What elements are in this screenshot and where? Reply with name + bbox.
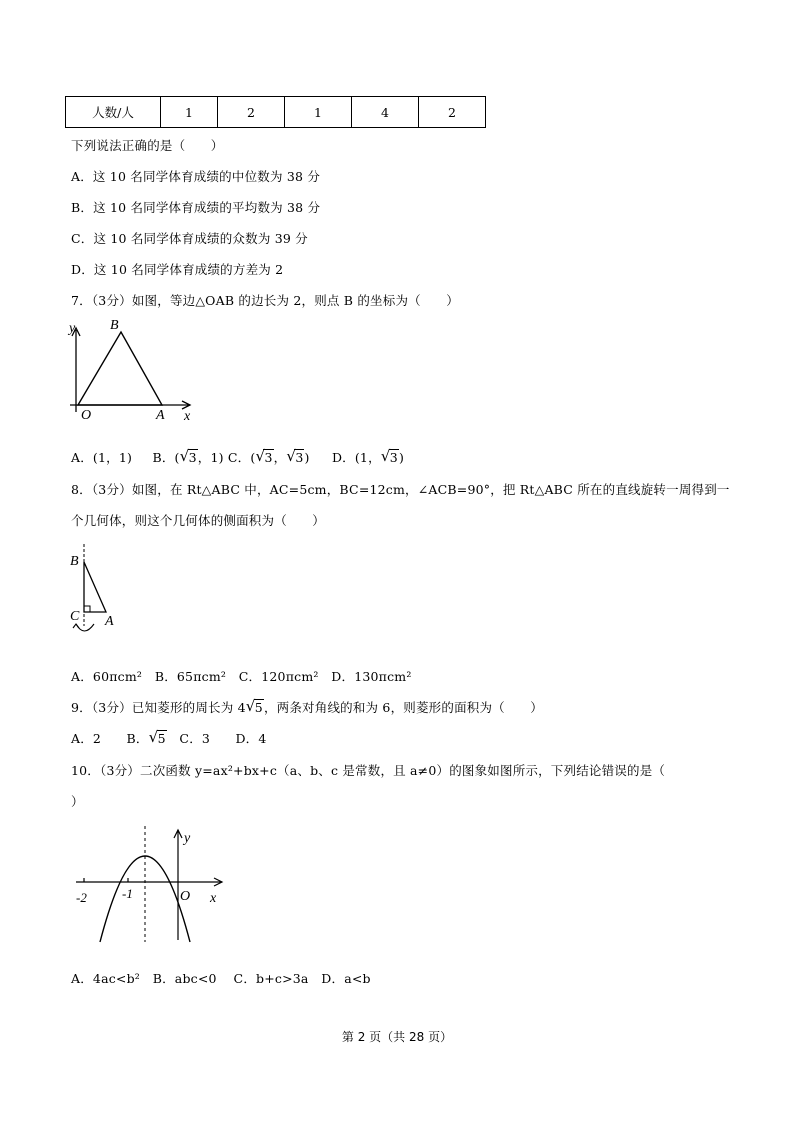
q9-stem-suffix: ，两条对角线的和为 6，则菱形的面积为（ ） (263, 700, 543, 715)
table-header-cell: 人数/人 (66, 97, 161, 128)
origin-label: O (180, 889, 191, 904)
point-b-label: B (70, 554, 79, 569)
q9-stem (71, 698, 543, 716)
q7-options (71, 448, 404, 466)
radicand: 3 (188, 450, 197, 465)
q7-stem: 7．（3分）如图，等边△OAB 的边长为 2，则点 B 的坐标为（ ） (71, 293, 459, 308)
q8-right-triangle-figure (66, 540, 126, 646)
q8-options: A．60πcm² B．65πcm² C．120πcm² D．130πcm² (71, 669, 412, 684)
q9-stem-prefix: 9．（3分）已知菱形的周长为 4 (71, 700, 246, 715)
radicand: 5 (157, 731, 166, 746)
q10-stem-line2: ） (71, 794, 84, 809)
score-table (65, 96, 486, 128)
radicand: 3 (389, 450, 398, 465)
q9-option-a: A．2 B． (71, 731, 149, 746)
table-cell: 1 (285, 97, 352, 128)
x-axis-label: x (184, 409, 191, 424)
sqrt-symbol: √ 5 (148, 728, 166, 746)
q7-option-a: A．(1，1) (71, 450, 133, 465)
rotation-arrowhead (73, 624, 79, 628)
q6-option-c: C．这 10 名同学体育成绩的众数为 39 分 (71, 231, 308, 246)
q8-stem-line1: 8．（3分）如图，在 Rt△ABC 中，AC=5cm，BC=12cm，∠ACB=90°，把 Rt△ABC 所在的直线旋转一周得到一 (71, 482, 730, 497)
tick-label-neg1: -1 (122, 886, 133, 901)
q6-stem: 下列说法正确的是（ ） (71, 138, 224, 153)
sqrt-symbol: √ 3 (380, 447, 398, 465)
radicand: 5 (254, 700, 263, 715)
table-cell: 2 (218, 97, 285, 128)
table-cell: 4 (352, 97, 419, 128)
q10-stem-line1: 10．（3分）二次函数 y=ax²+bx+c（a、b、c 是常数，且 a≠0）的图象如图所示，下列结论错误的是（ (71, 763, 666, 778)
q7-option-d-suffix: ) (398, 450, 405, 465)
q8-stem-line2: 个几何体，则这个几何体的侧面积为（ ） (71, 513, 326, 528)
q10-options: A．4ac<b² B．abc<0 C．b+c>3a D．a<b (71, 971, 371, 986)
x-axis-label: x (210, 891, 217, 906)
y-axis-label: y (69, 321, 76, 336)
point-a-label: A (156, 408, 165, 423)
equilateral-triangle (78, 332, 162, 405)
sqrt-symbol: √ 3 (286, 447, 304, 465)
q7-option-c-mid: ， (273, 450, 287, 465)
q7-option-d-prefix: D．(1， (331, 450, 381, 465)
sqrt-symbol: √ 3 (255, 447, 273, 465)
q10-parabola-figure (70, 826, 230, 946)
point-c-label: C (70, 609, 80, 624)
right-triangle (84, 562, 106, 612)
radicand: 3 (295, 450, 304, 465)
table-cell: 1 (161, 97, 218, 128)
q7-option-c-prefix: C．( (227, 450, 256, 465)
table-cell: 2 (419, 97, 486, 128)
q7-option-c-suffix: ) (304, 450, 310, 465)
q7-triangle-figure (66, 316, 196, 424)
point-b-label: B (110, 318, 119, 333)
page-footer: 第 2 页（共 28 页） (341, 1030, 453, 1044)
tick-label-neg2: -2 (76, 890, 87, 905)
right-angle-mark (84, 606, 90, 612)
q6-option-b: B．这 10 名同学体育成绩的平均数为 38 分 (71, 200, 321, 215)
table-row (66, 97, 486, 128)
q9-options (71, 729, 267, 747)
y-axis-label: y (184, 831, 191, 846)
radicand: 3 (264, 450, 273, 465)
q7-option-b-suffix: ，1) (197, 450, 224, 465)
q9-option-rest: C．3 D．4 (166, 731, 267, 746)
sqrt-symbol: √ 3 (179, 447, 197, 465)
point-o-label: O (81, 408, 92, 423)
q7-option-b-prefix: B．( (152, 450, 180, 465)
point-a-label: A (105, 614, 114, 629)
q6-option-d: D．这 10 名同学体育成绩的方差为 2 (71, 262, 284, 277)
sqrt-symbol: √ 5 (245, 697, 263, 715)
q6-option-a: A．这 10 名同学体育成绩的中位数为 38 分 (71, 169, 321, 184)
